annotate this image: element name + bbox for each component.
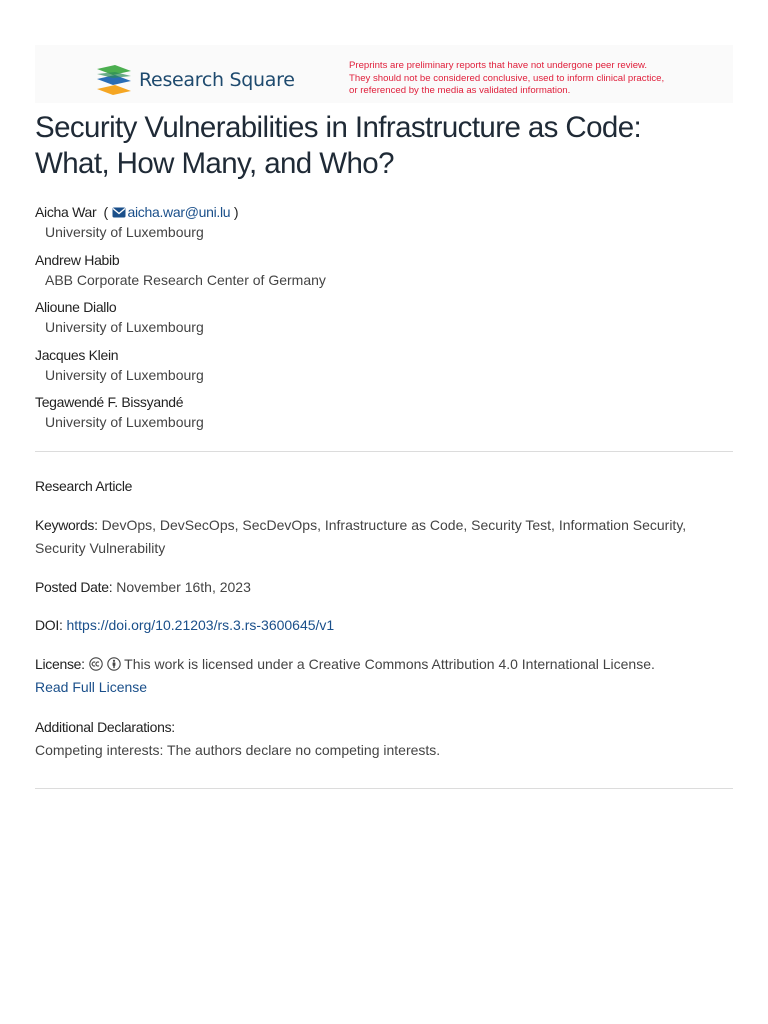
keywords-section [35, 514, 735, 560]
posted-date-value: November 16th, 2023 [116, 579, 251, 595]
posted-date-section [35, 576, 735, 599]
doi-section [35, 614, 735, 637]
declarations-value: Competing interests: The authors declare no competing interests. [35, 742, 441, 758]
brand-name: Research Square [139, 69, 295, 91]
author-affiliation: University of Luxembourg [45, 366, 204, 383]
author-entry [35, 297, 735, 345]
author-entry [35, 345, 735, 393]
notice-line: They should not be considered conclusive, used to inform clinical practice, [349, 72, 665, 84]
posted-date-label: Posted Date: [35, 579, 113, 595]
article-type [35, 475, 735, 498]
doi-link[interactable]: https://doi.org/10.21203/rs.3.rs-3600645/v1 [66, 617, 335, 633]
license-section [35, 653, 735, 699]
author-email-link[interactable] [112, 204, 231, 220]
preprint-notice [349, 60, 664, 98]
article-type-label: Research Article [35, 478, 133, 494]
declarations-label: Additional Declarations: [35, 719, 175, 735]
license-label: License: [35, 656, 85, 672]
author-entry: Aicha War ( aicha.war@uni.lu ) University of Luxembourg [35, 202, 735, 250]
divider [35, 788, 733, 789]
creative-commons-icon [89, 657, 103, 671]
author-entry [35, 250, 735, 298]
license-text: This work is licensed under a Creative Commons Attribution 4.0 International License. [124, 656, 655, 672]
read-full-license-link[interactable]: Read Full License [35, 679, 148, 695]
author-list [35, 202, 735, 440]
author-affiliation: ABB Corporate Research Center of Germany [45, 271, 326, 288]
envelope-icon [112, 207, 126, 218]
research-square-logo-icon [95, 65, 133, 95]
author-name: Aicha War [35, 204, 97, 220]
author-email: aicha.war@uni.lu [127, 204, 231, 220]
keywords-label: Keywords: [35, 517, 98, 533]
keywords-value: DevOps, DevSecOps, SecDevOps, Infrastructure as Code, Security Test, Information Security, Security Vulnerability [35, 517, 687, 556]
notice-line: Preprints are preliminary reports that have not undergone peer review. [349, 60, 648, 71]
author-name: Jacques Klein [35, 346, 119, 363]
author-name: Alioune Diallo [35, 299, 117, 316]
preprint-banner [35, 45, 733, 103]
author-name: Tegawendé F. Bissyandé [35, 394, 184, 411]
attribution-icon [107, 657, 121, 671]
author-name: Andrew Habib [35, 251, 120, 268]
author-affiliation: University of Luxembourg [45, 224, 204, 240]
paper-title [35, 110, 735, 182]
author-affiliation: University of Luxembourg [45, 319, 204, 336]
author-entry [35, 392, 735, 440]
declarations-section [35, 716, 735, 762]
title-line-2: What, How Many, and Who? [35, 147, 394, 180]
divider [35, 451, 733, 452]
author-affiliation: University of Luxembourg [45, 414, 204, 431]
research-square-logo[interactable] [95, 65, 295, 95]
title-line-1: Security Vulnerabilities in Infrastructure as Code: [35, 111, 642, 144]
doi-label: DOI: [35, 617, 63, 633]
notice-line: or referenced by the media as validated information. [349, 85, 571, 97]
